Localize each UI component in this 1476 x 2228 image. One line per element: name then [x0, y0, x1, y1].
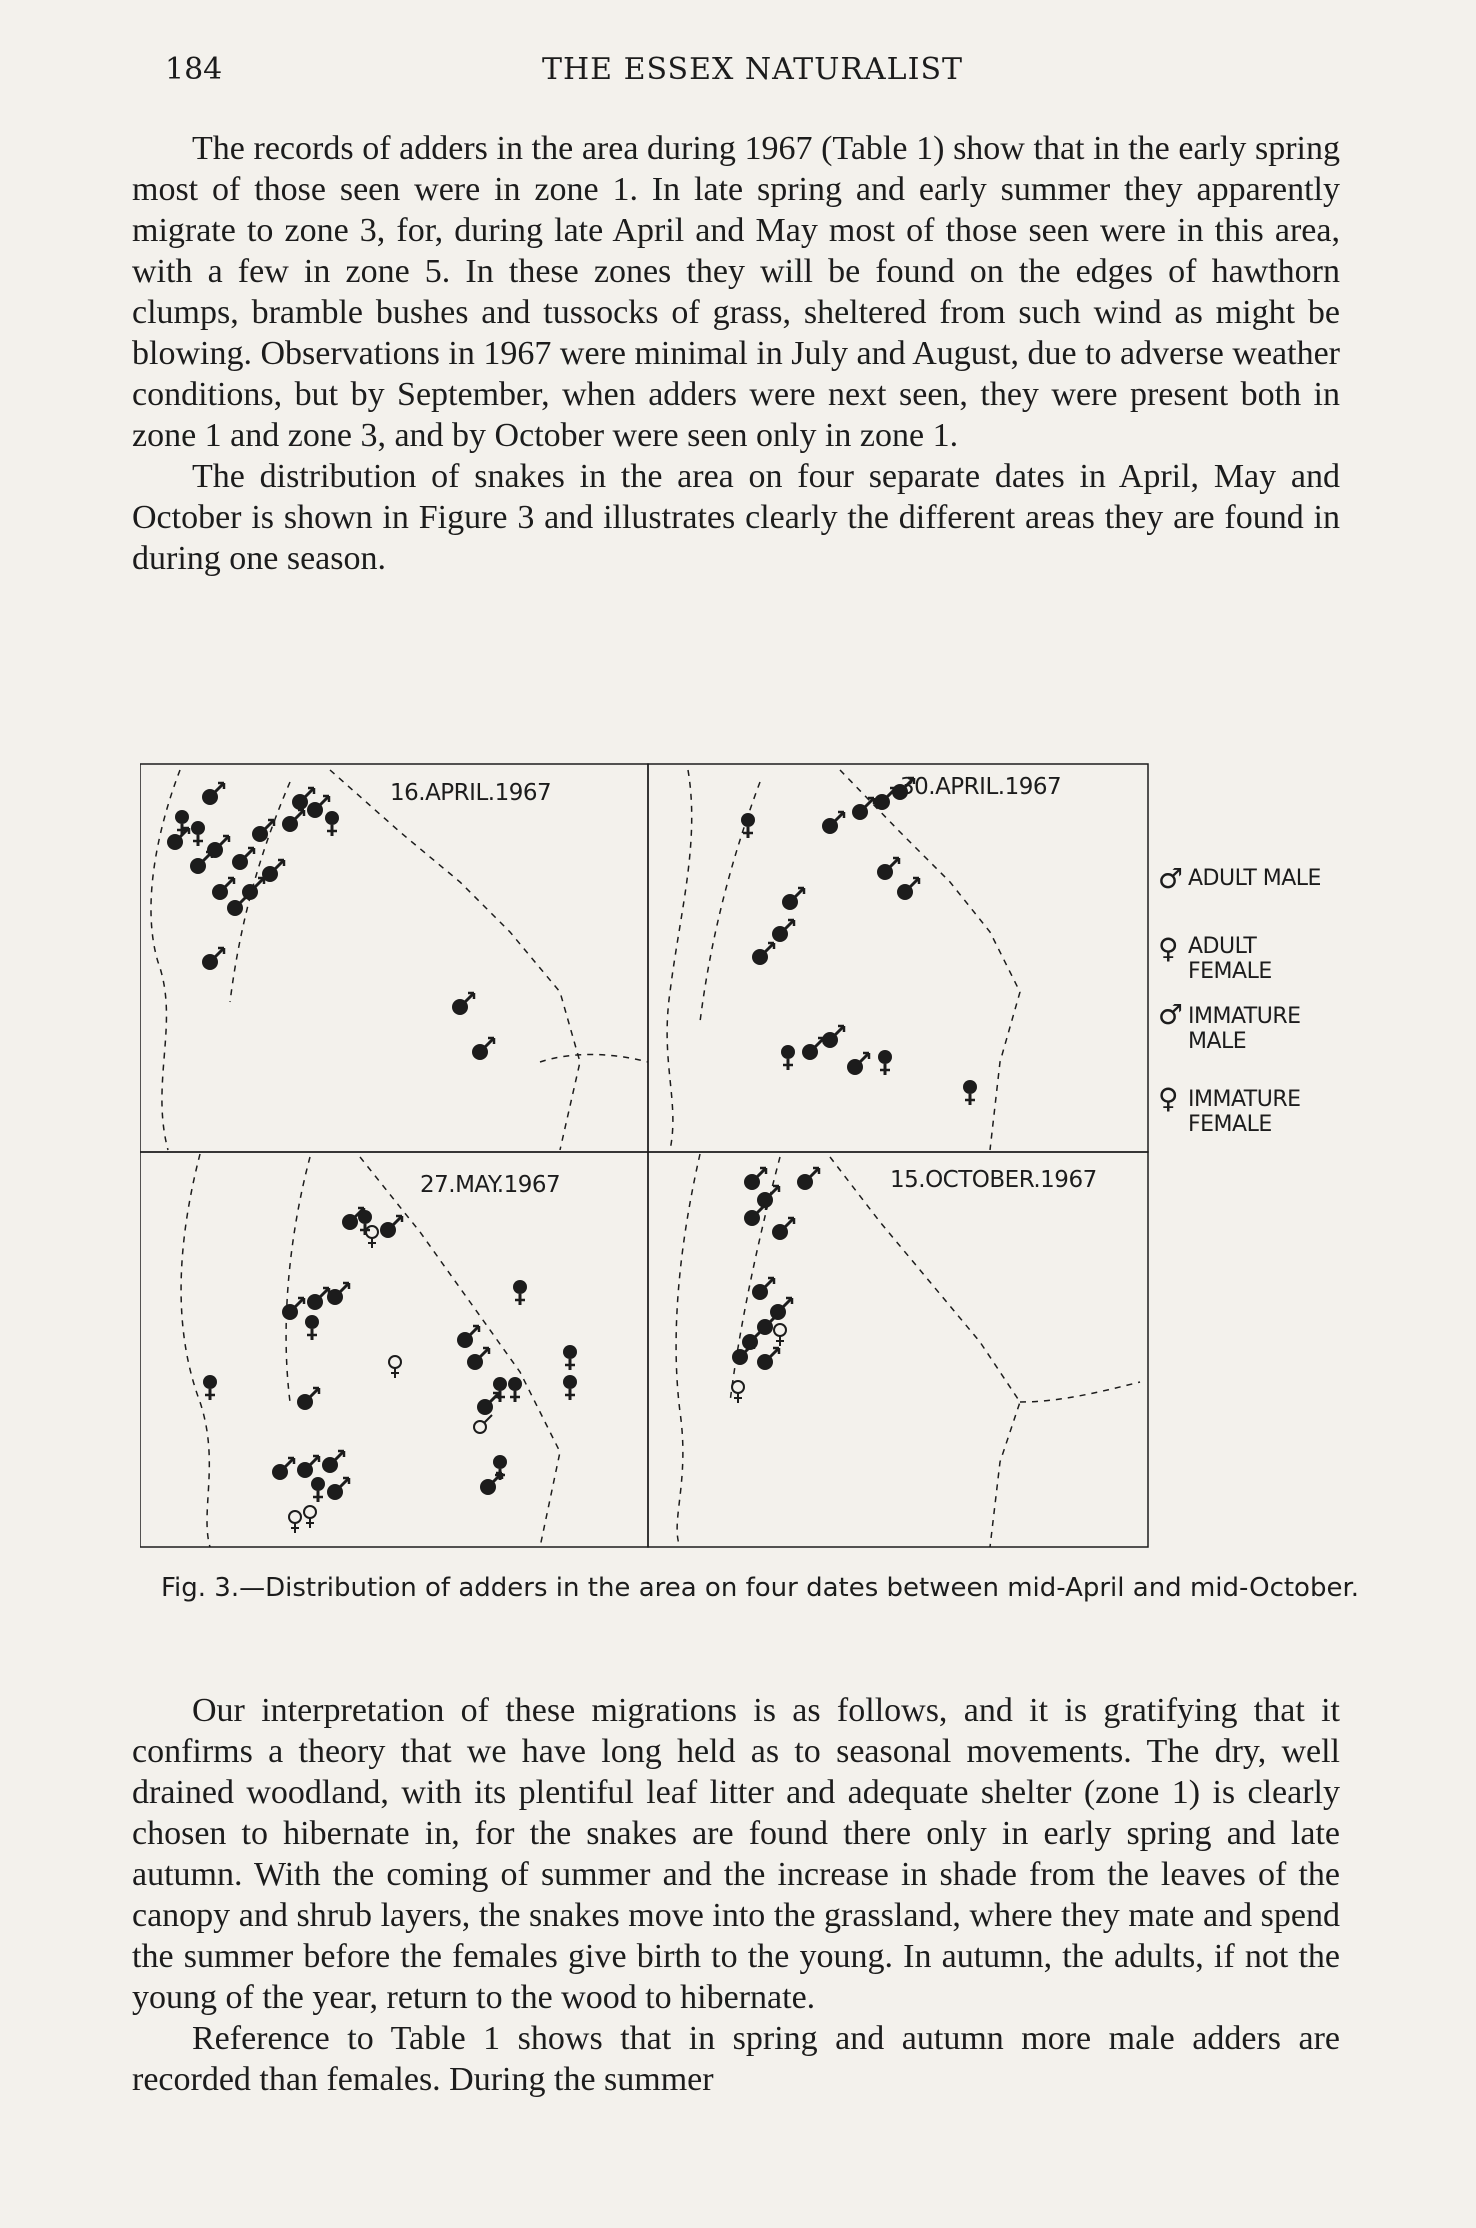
body-text-top	[132, 128, 1340, 579]
panel-frames	[140, 764, 1148, 1547]
panel-1-symbols	[167, 783, 494, 1060]
panel-label-27-may: 27.MAY.1967	[420, 1172, 561, 1198]
panel-3-symbols	[203, 1208, 577, 1533]
adult-male-icon: ♂	[1158, 862, 1184, 895]
zone-boundaries	[151, 770, 1140, 1547]
legend-adult-male: ADULT MALE	[1188, 866, 1321, 891]
distribution-figure	[140, 762, 1350, 1562]
legend-immature-male: IMMATURE MALE	[1188, 1004, 1301, 1054]
paragraph: The distribution of snakes in the area on four separate dates in April, May and October is shown in Figure 3 and illustrates clearly the different areas they are found in during one season.	[132, 458, 1340, 577]
panel-2-symbols	[741, 778, 977, 1105]
panel-label-16-april: 16.APRIL.1967	[390, 780, 552, 806]
paragraph: Our interpretation of these migrations is as follows, and it is gratifying that it confirms a theory that we have long held as to seasonal movements. The dry, well drained woodland, with its plentiful leaf litter and adequate shelter (zone 1) is clearly chosen to hibernate in, for the snakes are found there only in early spring and late autumn. With the coming of summer and the increase in shade from the leaves of the canopy and shrub layers, the snakes move into the grassland, where they mate and spend the summer before the females give birth to the young. In autumn, the adults, if not the young of the year, return to the wood to hibernate.	[132, 1692, 1340, 2016]
paragraph: Reference to Table 1 shows that in spring and autumn more male adders are recorded than females. During the summer	[132, 2020, 1340, 2098]
immature-female-icon: ♀	[1158, 1082, 1179, 1115]
figure-caption: Fig. 3.—Distribution of adders in the area on four dates between mid-April and mid-October.	[160, 1573, 1360, 1603]
panel-4-symbols	[732, 1168, 819, 1403]
panel-label-30-april: 30.APRIL.1967	[900, 774, 1062, 800]
immature-male-icon: ♂	[1158, 998, 1184, 1031]
legend-immature-female: IMMATURE FEMALE	[1188, 1087, 1301, 1137]
page-number: 184	[165, 52, 223, 87]
page-header	[165, 52, 1340, 98]
paragraph: The records of adders in the area during 1967 (Table 1) show that in the early spring most of those seen were in zone 1. In late spring and early summer they apparently migrate to zone 3, for, during late April and May most of those seen were in this area, with a few in zone 5. In these zones they will be found on the edges of hawthorn clumps, bramble bushes and tussocks of grass, sheltered from such wind as might be blowing. Observations in 1967 were minimal in July and August, due to adverse weather conditions, but by September, when adders were next seen, they were present both in zone 1 and zone 3, and by October were seen only in zone 1.	[132, 130, 1340, 454]
panel-label-15-october: 15.OCTOBER.1967	[890, 1167, 1097, 1193]
legend-adult-female: ADULT FEMALE	[1188, 934, 1272, 984]
body-text-bottom	[132, 1690, 1340, 2100]
running-title: THE ESSEX NATURALIST	[541, 52, 964, 87]
adult-female-icon: ♀	[1158, 932, 1179, 965]
